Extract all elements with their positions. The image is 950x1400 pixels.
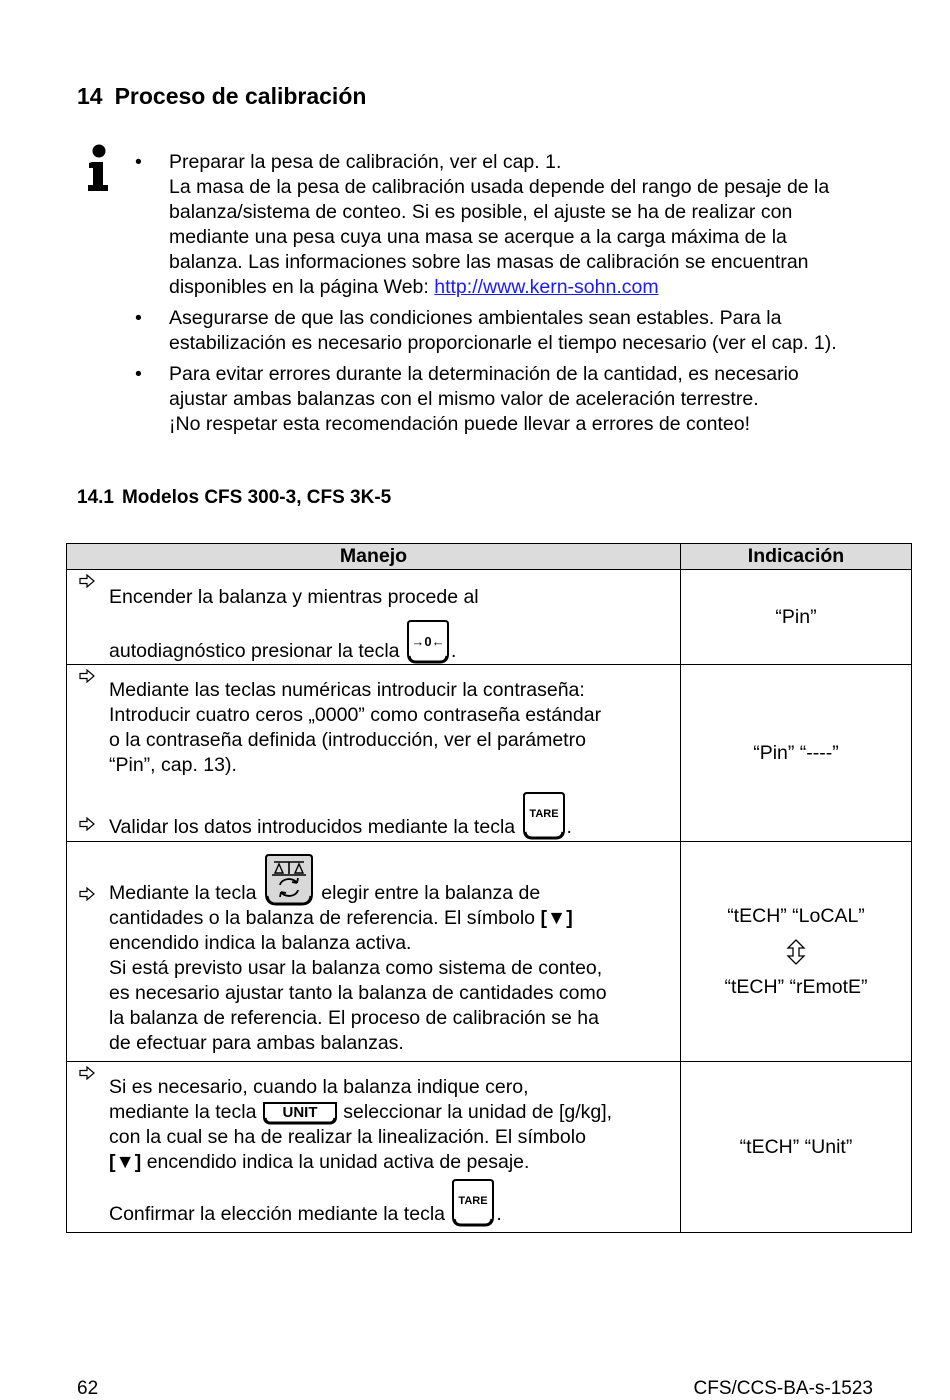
note-line: Asegurarse de que las condiciones ambientales sean estables. Para la	[169, 307, 782, 329]
section-number: 14	[77, 83, 103, 109]
step	[67, 665, 680, 778]
step-period: .	[450, 640, 457, 662]
step-text: Confirmar la elección mediante la tecla	[109, 1203, 451, 1225]
step-text-with-key	[109, 1179, 680, 1227]
unit-key-icon[interactable]	[262, 1101, 338, 1125]
step-text-with-symbol	[109, 1150, 680, 1175]
note-line: mediante una pesa cuya una masa se acerque a la carga máxima de la	[169, 226, 787, 248]
indication-remote: “tECH” “rEmotE”	[724, 975, 868, 998]
step-text: Validar los datos introducidos mediante la tecla	[109, 816, 521, 838]
operation-cell	[67, 842, 681, 1062]
note-line: Para evitar errores durante la determinación de la cantidad, es necesario	[169, 363, 799, 385]
step-text: es necesario ajustar tanto la balanza de cantidades como	[109, 982, 607, 1004]
bullet-dot: •	[135, 363, 142, 385]
hollow-arrow-icon	[79, 669, 95, 683]
step	[67, 792, 680, 840]
section-heading	[77, 83, 366, 110]
page-number: 62	[77, 1378, 99, 1399]
indication-cell: “Pin”	[681, 570, 912, 665]
balance-switch-key-icon[interactable]	[262, 854, 316, 906]
calibration-notes	[135, 150, 925, 443]
bullet-dot: •	[135, 307, 142, 329]
table-row	[67, 665, 912, 842]
step-text: o la contraseña definida (introducción, ver el parámetro	[109, 729, 586, 751]
zero-key-label: →0←	[411, 634, 445, 649]
step-text-with-key	[109, 854, 680, 906]
step-text-with-key	[109, 792, 680, 840]
indication-cell	[681, 842, 912, 1062]
table-row	[67, 842, 912, 1062]
operation-cell	[67, 665, 681, 842]
step-text: “Pin”, cap. 13).	[109, 754, 237, 776]
step-text: Encender la balanza y mientras procede al	[109, 586, 479, 608]
step-text-with-key	[109, 1100, 680, 1125]
bullet-item	[135, 362, 925, 437]
step-period: .	[496, 1203, 502, 1225]
step-text: de efectuar para ambas balanzas.	[109, 1032, 404, 1054]
up-down-arrow-icon	[786, 939, 806, 965]
note-line: balanza/sistema de conteo. Si es posible, el ajuste se ha de realizar con	[169, 201, 793, 223]
step-text: con la cual se ha de realizar la linealización. El símbolo	[109, 1126, 586, 1148]
document-id: CFS/CCS-BA-s-1523	[693, 1378, 873, 1399]
hollow-arrow-icon	[79, 887, 95, 901]
zero-key-icon[interactable]	[405, 620, 451, 664]
note-line: ajustar ambas balanzas con el mismo valor de aceleración terrestre.	[169, 388, 759, 410]
step-text: encendido indica la balanza activa.	[109, 932, 412, 954]
operation-cell	[67, 570, 681, 665]
indication-cell: “Pin” “----”	[681, 665, 912, 842]
step-text: Introducir cuatro ceros „0000” como contraseña estándar	[109, 704, 602, 726]
note-text: disponibles en la página Web:	[169, 276, 435, 298]
step-text: autodiagnóstico presionar la tecla	[109, 640, 405, 662]
step-text: la balanza de referencia. El proceso de calibración se ha	[109, 1007, 599, 1029]
indication-cell: “tECH” “Unit”	[681, 1062, 912, 1233]
bullet-item	[135, 306, 925, 356]
step-text: Mediante las teclas numéricas introducir la contraseña:	[109, 679, 585, 701]
table-row	[67, 1062, 912, 1233]
step	[67, 842, 680, 1056]
step-text: Si es necesario, cuando la balanza indique cero,	[109, 1076, 529, 1098]
step	[67, 570, 680, 664]
tare-key-icon[interactable]	[450, 1179, 496, 1227]
step	[67, 1062, 680, 1227]
bullet-item	[135, 150, 925, 300]
bullet-dot: •	[135, 151, 142, 173]
note-line: La masa de la pesa de calibración usada depende del rango de pesaje de la	[169, 176, 830, 198]
tare-key-label: TARE	[458, 1195, 488, 1207]
hollow-arrow-icon	[79, 574, 95, 588]
table-header-row	[67, 544, 912, 570]
subsection-title: Modelos CFS 300-3, CFS 3K-5	[121, 487, 392, 508]
step-text: Mediante la tecla	[109, 882, 262, 904]
note-line: Preparar la pesa de calibración, ver el cap. 1.	[169, 151, 562, 173]
active-symbol: [▼]	[109, 1151, 142, 1173]
step-text-with-key	[109, 620, 680, 664]
header-indicacion: Indicación	[681, 544, 912, 570]
note-line: ¡No respetar esta recomendación puede llevar a errores de conteo!	[169, 413, 750, 435]
table-row	[67, 570, 912, 665]
step-text: Si está previsto usar la balanza como sistema de conteo,	[109, 957, 603, 979]
subsection-heading	[77, 487, 391, 509]
note-line-with-link	[169, 275, 925, 300]
step-text-with-symbol	[109, 906, 680, 931]
indication-local: “tECH” “LoCAL”	[727, 904, 865, 927]
hollow-arrow-icon	[79, 817, 95, 831]
tare-key-icon[interactable]	[521, 792, 567, 840]
note-line: balanza. Las informaciones sobre las masas de calibración se encuentran	[169, 251, 809, 273]
info-icon	[84, 144, 114, 192]
unit-key-label: UNIT	[282, 1104, 318, 1121]
subsection-number: 14.1	[77, 487, 114, 508]
website-link[interactable]: http://www.kern-sohn.com	[434, 276, 659, 298]
hollow-arrow-icon	[79, 1066, 95, 1080]
step-text: elegir entre la balanza de	[315, 882, 541, 904]
active-symbol: [▼]	[540, 907, 573, 929]
step-text: encendido indica la unidad activa de pesaje.	[141, 1151, 530, 1173]
note-line: estabilización es necesario proporcionarle el tiempo necesario (ver el cap. 1).	[169, 332, 837, 354]
step-text: seleccionar la unidad de [g/kg],	[337, 1101, 613, 1123]
step-text: cantidades o la balanza de referencia. El símbolo	[109, 907, 541, 929]
tare-key-label: TARE	[528, 808, 559, 820]
step-text: mediante la tecla	[109, 1101, 262, 1123]
section-title: Proceso de calibración	[114, 83, 367, 109]
header-manejo: Manejo	[67, 544, 681, 570]
calibration-table	[66, 543, 912, 1233]
step-period: .	[566, 816, 572, 838]
operation-cell	[67, 1062, 681, 1233]
